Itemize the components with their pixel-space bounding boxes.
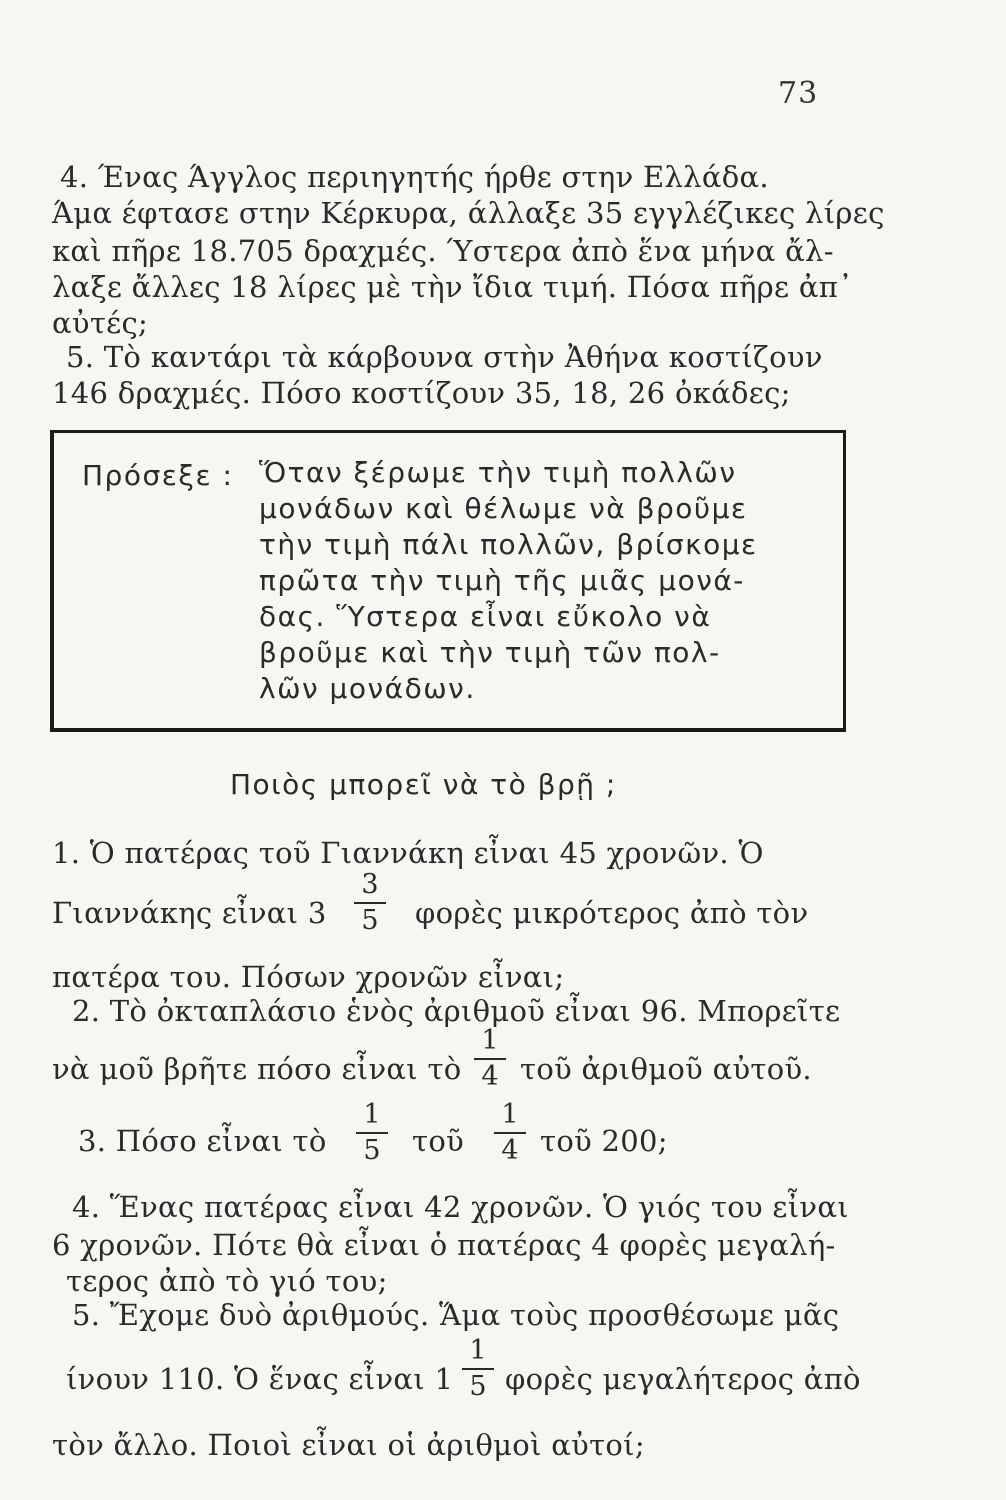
fraction-numerator: 1 [363,1099,381,1130]
fraction-bar [474,1058,506,1060]
note-line: λῶν μονάδων. [259,672,476,705]
fraction-denominator: 4 [501,1135,519,1166]
section-heading: Ποιὸς μπορεῖ νὰ τὸ βρῇ ; [230,768,617,801]
fraction-numerator: 1 [501,1099,519,1130]
riddle-line: τερος ἀπὸ τὸ γιό του; [66,1264,388,1298]
note-line: δας. Ὕστερα εἶναι εὔκολο νὰ [259,600,712,633]
fraction [490,1100,530,1166]
fraction-bar [462,1368,494,1370]
exercise-line: καὶ πῆρε 18.705 δραχμές. Ύστερα ἀπὸ ἕνα μήνα ἄλ- [52,234,834,268]
riddle-text: Γιαννάκης εἶναι 3 [52,896,327,930]
riddle-line: 6 χρονῶν. Πότε θὰ εἶναι ὁ πατέρας 4 φορὲς μεγαλή- [52,1228,836,1262]
fraction-numerator: 1 [481,1025,499,1056]
riddle-line: 4. Ἕνας πατέρας εἶναι 42 χρονῶν. Ὁ γιός του εἶναι [72,1190,849,1224]
note-box [50,430,846,732]
riddle-text: τοῦ ἀριθμοῦ αὐτοῦ. [520,1052,812,1086]
riddle-line: πατέρα του. Πόσων χρονῶν εἶναι; [52,960,565,994]
exercise-line: αὐτές; [52,306,149,340]
note-line: βροῦμε καὶ τὴν τιμὴ τῶν πολ- [259,636,721,669]
fraction-denominator: 5 [469,1371,487,1402]
riddle-text: φορὲς μεγαλήτερος ἀπὸ [505,1362,861,1396]
note-line: Ὅταν ξέρωμε τὴν τιμὴ πολλῶν [259,456,737,489]
riddle-text: τοῦ [412,1124,465,1158]
riddle-line: τὸν ἄλλο. Ποιοὶ εἶναι οἱ ἀριθμοὶ αὐτοί; [52,1428,645,1462]
fraction-numerator: 3 [361,869,379,900]
riddle-line: 2. Τὸ ὀκταπλάσιο ἑνὸς ἀριθμοῦ εἶναι 96. Μπορεῖτε [72,994,841,1028]
note-line: πρῶτα τὴν τιμὴ τῆς μιᾶς μονά- [259,564,745,597]
fraction [350,870,390,936]
exercise-line: λαξε ἄλλες 18 λίρες μὲ τὴν ἴδια τιμή. Πόσα πῆρε ἀπ᾽ [52,270,853,304]
riddle-line: 5. Ἔχομε δυὸ ἀριθμούς. Ἅμα τοὺς προσθέσωμε μᾶς [72,1298,840,1332]
exercise-line: 4. Ένας Άγγλος περιηγητής ήρθε στην Ελλάδα. [60,160,769,194]
note-label: Πρόσεξε : [82,459,234,492]
fraction-numerator: 1 [469,1335,487,1366]
riddle-text: 3. Πόσο εἶναι τὸ [78,1124,327,1158]
riddle-text: φορὲς μικρότερος ἀπὸ τὸν [415,896,809,930]
note-line: μονάδων καὶ θέλωμε νὰ βροῦμε [259,492,748,525]
riddle-text: τοῦ 200; [540,1124,668,1158]
exercise-line: 146 δραχμές. Πόσο κοστίζουν 35, 18, 26 ὀκάδες; [52,376,791,410]
fraction [470,1026,510,1092]
riddle-text: ίνουν 110. Ὁ ἕνας εἶναι 1 [66,1362,454,1396]
fraction-denominator: 5 [361,905,379,936]
note-line: τὴν τιμὴ πάλι πολλῶν, βρίσκομε [259,528,758,561]
fraction-denominator: 5 [363,1135,381,1166]
riddle-line: 1. Ὁ πατέρας τοῦ Γιαννάκη εἶναι 45 χρονῶν. Ὁ [52,836,764,870]
exercise-line: Άμα έφτασε στην Κέρκυρα, άλλαξε 35 εγγλέζικες λίρες [52,196,885,230]
fraction [458,1336,498,1402]
fraction-denominator: 4 [481,1061,499,1092]
fraction-bar [494,1132,526,1134]
fraction-bar [354,902,386,904]
riddle-text: νὰ μοῦ βρῆτε πόσο εἶναι τὸ [52,1052,462,1086]
page-number: 73 [778,76,819,111]
fraction [352,1100,392,1166]
fraction-bar [356,1132,388,1134]
exercise-line: 5. Τὸ καντάρι τὰ κάρβουνα στὴν Ἀθήνα κοστίζουν [66,340,823,374]
